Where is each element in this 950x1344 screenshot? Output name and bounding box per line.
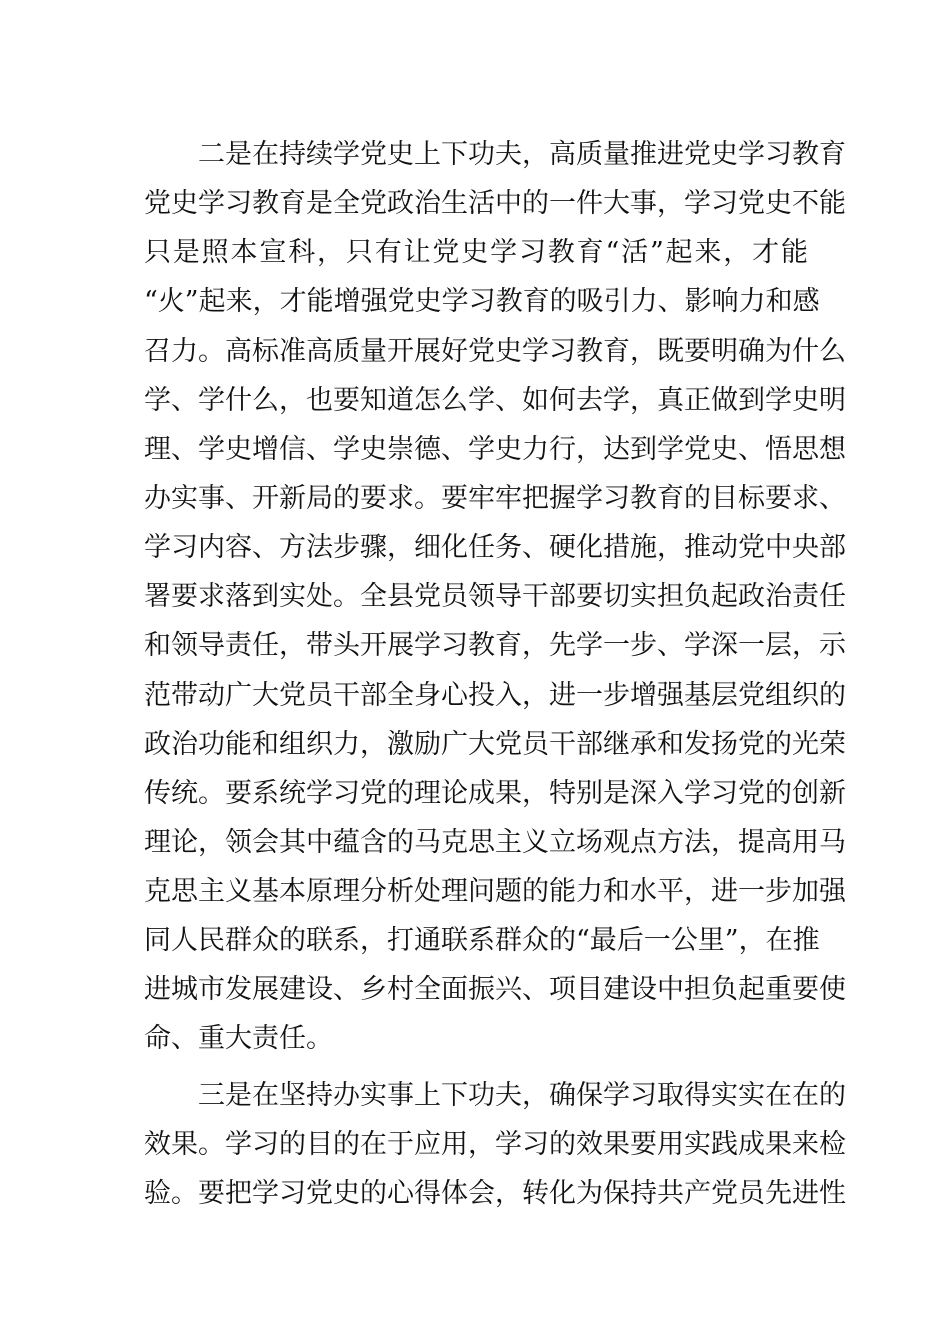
text-line: 克思主义基本原理分析处理问题的能力和水平，进一步加强	[144, 876, 846, 907]
text-line: 署要求落到实处。全县党员领导干部要切实担负起政治责任	[144, 581, 846, 612]
text-line: 和领导责任，带头开展学习教育，先学一步、学深一层，示	[144, 630, 846, 661]
text-line: “火”起来，才能增强党史学习教育的吸引力、影响力和感	[144, 286, 820, 317]
text-line: 政治功能和组织力，激励广大党员干部继承和发扬党的光荣	[144, 729, 846, 760]
text-line: 命、重大责任。	[144, 1023, 333, 1054]
text-line: 同人民群众的联系，打通联系群众的“最后一公里”，在推	[144, 925, 820, 956]
text-line: 学习内容、方法步骤，细化任务、硬化措施，推动党中央部	[144, 532, 846, 563]
text-line: 召力。高标准高质量开展好党史学习教育，既要明确为什么	[144, 336, 846, 367]
text-line: 验。要把学习党史的心得体会，转化为保持共产党员先进性	[144, 1178, 846, 1209]
text-line: 理论，领会其中蕴含的马克思主义立场观点方法，提高用马	[144, 827, 846, 858]
text-line: 效果。学习的目的在于应用，学习的效果要用实践成果来检	[144, 1129, 846, 1160]
text-line: 理、学史增信、学史崇德、学史力行，达到学党史、悟思想	[144, 434, 846, 465]
text-line: 范带动广大党员干部全身心投入，进一步增强基层党组织的	[144, 680, 846, 711]
text-line: 只是照本宣科，只有让党史学习教育“活”起来，才能	[144, 237, 808, 268]
text-line: 进城市发展建设、乡村全面振兴、项目建设中担负起重要使	[144, 974, 846, 1005]
text-line: 党史学习教育是全党政治生活中的一件大事，学习党史不能	[144, 188, 846, 219]
text-line: 二是在持续学党史上下功夫，高质量推进党史学习教育	[198, 139, 846, 170]
text-line: 传统。要系统学习党的理论成果，特别是深入学习党的创新	[144, 778, 846, 809]
text-line: 学、学什么，也要知道怎么学、如何去学，真正做到学史明	[144, 385, 846, 416]
text-line: 办实事、开新局的要求。要牢牢把握学习教育的目标要求、	[144, 483, 846, 514]
text-line: 三是在坚持办实事上下功夫，确保学习取得实实在在的	[198, 1080, 846, 1111]
